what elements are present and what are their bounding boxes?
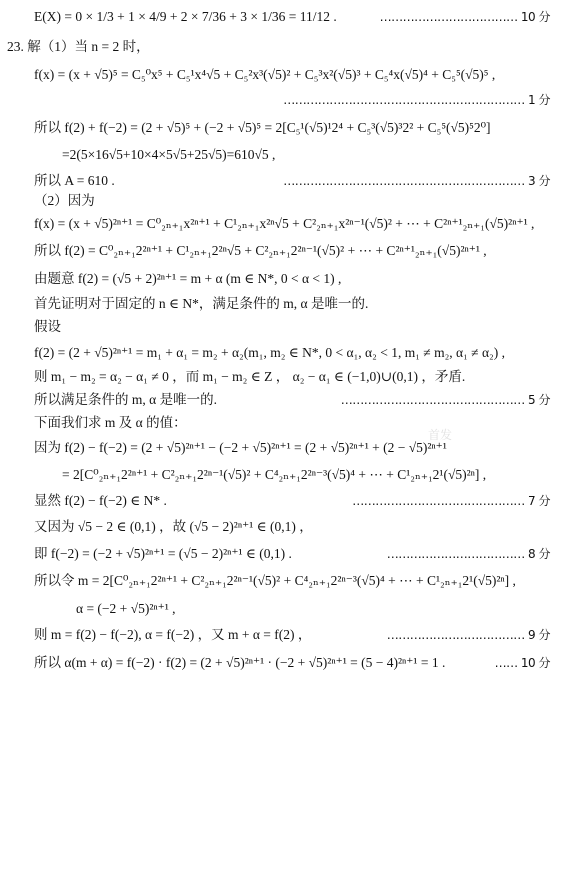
solution-line [0, 342, 572, 364]
solution-line [0, 268, 572, 290]
score-marker: ………………………………………… 5 分 [340, 393, 550, 407]
solution-line [0, 412, 572, 434]
solution-line [0, 316, 572, 338]
solution-line [0, 366, 572, 388]
solution-line [0, 144, 572, 166]
solution-line [0, 624, 572, 646]
score-marker: ……………………………………………………… 3 分 [283, 174, 550, 188]
line-text: 则 m = f(2) − f(−2), α = f(−2) ，又 m + α = f(2) ， [34, 627, 312, 642]
line-text: 即 f(−2) = (−2 + √5)²ⁿ⁺¹ = (√5 − 2)²ⁿ⁺¹ ∈ (0,1) . [34, 546, 292, 561]
solution-line [0, 543, 572, 565]
score-marker: ……………………………… 9 分 [386, 628, 550, 642]
solution-line [0, 464, 572, 486]
solution-line [0, 490, 572, 512]
line-text: α = (−2 + √5)²ⁿ⁺¹ , [76, 601, 176, 616]
solution-line [0, 598, 572, 620]
score-marker: ……………………………………………………… 1 分 [283, 93, 550, 107]
solution-line [0, 240, 572, 262]
solution-line [0, 6, 572, 28]
score-marker: …… 10 分 [494, 656, 550, 670]
line-text: 所以满足条件的 m, α 是唯一的. [34, 392, 217, 407]
line-text: f(x) = (x + √5)²ⁿ⁺¹ = C⁰₂ₙ₊₁x²ⁿ⁺¹ + C¹₂ₙ₊₁x²ⁿ√5 + C²₂ₙ₊₁x²ⁿ⁻¹(√5)² + ⋯ + C²ⁿ⁺¹₂ₙ₊₁(√5)²ⁿ⁺¹ , [34, 216, 535, 231]
score-marker: ……………………………… 10 分 [379, 10, 550, 24]
score-marker: ……………………………………… 7 分 [352, 494, 550, 508]
line-text: 首先证明对于固定的 n ∈ N*，满足条件的 m, α 是唯一的. [34, 296, 369, 311]
line-text: 所以 f(2) = C⁰₂ₙ₊₁2²ⁿ⁺¹ + C¹₂ₙ₊₁2²ⁿ√5 + C²₂ₙ₊₁2²ⁿ⁻¹(√5)² + ⋯ + C²ⁿ⁺¹₂ₙ₊₁(√5)²ⁿ⁺¹ , [34, 243, 487, 258]
line-text: 则 m₁ − m₂ = α₂ − α₁ ≠ 0 ，而 m₁ − m₂ ∈ Z ， α₂ − α₁ ∈ (−1,0)∪(0,1) ，矛盾. [34, 369, 466, 384]
solution-line [0, 36, 572, 58]
line-text: 所以 A = 610 . [34, 173, 115, 188]
solution-line [0, 516, 572, 538]
line-text: 下面我们求 m 及 α 的值： [34, 415, 187, 430]
line-text: f(x) = (x + √5)⁵ = C₅⁰x⁵ + C₅¹x⁴√5 + C₅²x³(√5)² + C₅³x²(√5)³ + C₅⁴x(√5)⁴ + C₅⁵(√5)⁵ , [34, 67, 496, 82]
line-text: = 2[C⁰₂ₙ₊₁2²ⁿ⁺¹ + C²₂ₙ₊₁2²ⁿ⁻¹(√5)² + C⁴₂ₙ₊₁2²ⁿ⁻³(√5)⁴ + ⋯ + C¹₂ₙ₊₁2¹(√5)²ⁿ] , [62, 467, 487, 482]
watermark-text: 首发 [428, 428, 453, 442]
solution-line [0, 437, 572, 459]
solution-line [0, 64, 572, 86]
line-text: 显然 f(2) − f(−2) ∈ N* . [34, 493, 167, 508]
solution-line [0, 652, 572, 674]
line-text: 由题意 f(2) = (√5 + 2)²ⁿ⁺¹ = m + α (m ∈ N*, 0 < α < 1) , [34, 271, 342, 286]
line-text: 又因为 √5 − 2 ∈ (0,1) ，故 (√5 − 2)²ⁿ⁺¹ ∈ (0,1) ， [34, 519, 313, 534]
solution-line [0, 89, 572, 111]
solution-line [0, 117, 572, 139]
solution-line [0, 213, 572, 235]
solution-line [0, 170, 572, 192]
line-text: E(X) = 0 × 1/3 + 1 × 4/9 + 2 × 7/36 + 3 × 1/36 = 11/12 . [34, 9, 337, 24]
line-text: 假设 [34, 319, 61, 334]
line-text: =2(5×16√5+10×4×5√5+25√5)=610√5 , [62, 147, 276, 162]
line-text: 所以令 m = 2[C⁰₂ₙ₊₁2²ⁿ⁺¹ + C²₂ₙ₊₁2²ⁿ⁻¹(√5)² + C⁴₂ₙ₊₁2²ⁿ⁻³(√5)⁴ + ⋯ + C¹₂ₙ₊₁2¹(√5)²ⁿ] , [34, 573, 516, 588]
solution-line [0, 190, 572, 212]
line-text: 23. 解（1）当 n = 2 时， [7, 39, 150, 54]
line-text: （2）因为 [34, 193, 95, 208]
solution-line [0, 570, 572, 592]
solution-line [0, 389, 572, 411]
score-marker: ……………………………… 8 分 [386, 547, 550, 561]
line-text: 所以 f(2) + f(−2) = (2 + √5)⁵ + (−2 + √5)⁵ = 2[C₅¹(√5)¹2⁴ + C₅³(√5)³2² + C₅⁵(√5)⁵2⁰] [34, 120, 491, 135]
line-text: f(2) = (2 + √5)²ⁿ⁺¹ = m₁ + α₁ = m₂ + α₂(m₁, m₂ ∈ N*, 0 < α₁, α₂ < 1, m₁ ≠ m₂, α₁ ≠ α₂) , [34, 345, 505, 360]
line-text: 因为 f(2) − f(−2) = (2 + √5)²ⁿ⁺¹ − (−2 + √5)²ⁿ⁺¹ = (2 + √5)²ⁿ⁺¹ + (2 − √5)²ⁿ⁺¹ [34, 440, 447, 455]
line-text: 所以 α(m + α) = f(−2) · f(2) = (2 + √5)²ⁿ⁺¹ · (−2 + √5)²ⁿ⁺¹ = (5 − 4)²ⁿ⁺¹ = 1 . [34, 655, 446, 670]
solution-line [0, 293, 572, 315]
